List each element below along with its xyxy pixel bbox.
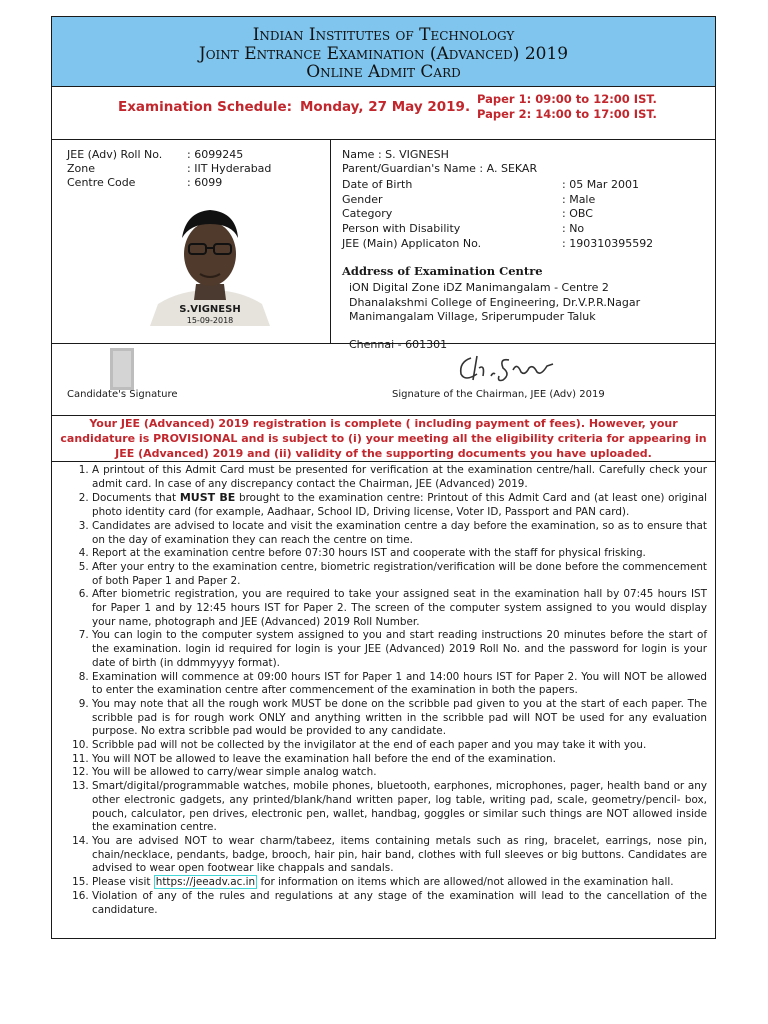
instruction-item: 5. After your entry to the examination centre, biometric registration/verification will be done before the commencement of both Paper 1 and Paper 2. xyxy=(92,561,707,588)
instruction-item xyxy=(92,876,707,890)
instruction-item: 8. Examination will commence at 09:00 hours IST for Paper 1 and 14:00 hours IST for Paper 2. You will NOT be allowed to enter the examination centre after commencement of the examination in both the papers. xyxy=(92,671,707,698)
zone-label: Zone xyxy=(67,162,96,175)
photo-date-caption: 15-09-2018 xyxy=(186,316,234,325)
instruction-text: Documents that xyxy=(92,492,177,505)
chairman-signature-image xyxy=(457,350,557,384)
admit-card xyxy=(51,16,716,939)
address-line-2: Dhanalakshmi College of Engineering, Dr.V.P.R.Nagar xyxy=(349,296,641,309)
centre-value: : 6099 xyxy=(187,176,223,189)
exam-title: Joint Entrance Examination (Advanced) 2019 xyxy=(198,43,569,64)
address-title: Address of Examination Centre xyxy=(342,264,543,278)
instruction-item: 16. Violation of any of the rules and regulations at any stage of the examination will lead to the cancellation of the candidature. xyxy=(92,890,707,917)
instruction-item: 14. You are advised NOT to wear charm/tabeez, items containing metals such as ring, bracelet, earrings, nose pin, chain/necklace, pendants, badge, brooch, hair pin, hair band, clothes with full sleeves or big buttons. Candidates are advised to wear open footwear like chappals and sandals. xyxy=(92,835,707,876)
instruction-item: 12. You will be allowed to carry/wear simple analog watch. xyxy=(92,766,707,780)
gender-label: Gender xyxy=(342,193,383,206)
roll-value: : 6099245 xyxy=(187,148,244,161)
instruction-item: 6. After biometric registration, you are required to take your assigned seat in the examination hall by 07:45 hours IST for Paper 1 and by 12:45 hours IST for Paper 2. The screen of the computer system assigned to you would display your name, photograph and JEE (Advanced) 2019 Roll Number. xyxy=(92,588,707,629)
schedule-label: Examination Schedule: xyxy=(118,99,293,115)
instruction-text: for information on items which are allowed/not allowed in the examination hall. xyxy=(260,876,674,889)
instruction-item: 7. You can login to the computer system assigned to you and start reading instructions 20 minutes before the start of the examination. login id required for login is your JEE (Advanced) 2019 Roll No. and the password for login is your date of birth (in ddmmyyyy format). xyxy=(92,629,707,670)
pwd-label: Person with Disability xyxy=(342,222,461,235)
instruction-item: 10. Scribble pad will not be collected by the invigilator at the end of each paper and you may take it with you. xyxy=(92,739,707,753)
roll-label: JEE (Adv) Roll No. xyxy=(67,148,163,161)
column-divider xyxy=(330,140,331,343)
chairman-signature-label: Signature of the Chairman, JEE (Adv) 2019 xyxy=(392,389,605,400)
instruction-emphasis: MUST BE xyxy=(179,491,236,505)
gender-value: : Male xyxy=(562,193,596,206)
jeeadv-website-link[interactable]: https://jeeadv.ac.in xyxy=(155,876,256,889)
paper2-time: Paper 2: 14:00 to 17:00 IST. xyxy=(477,107,657,121)
instruction-item xyxy=(92,491,707,519)
address-line-1: iON Digital Zone iDZ Manimangalam - Centre 2 xyxy=(349,281,609,294)
category-value: : OBC xyxy=(562,207,593,220)
instruction-item: 4. Report at the examination centre before 07:30 hours IST and cooperate with the staff for physical frisking. xyxy=(92,547,707,561)
guardian-name: Parent/Guardian's Name : A. SEKAR xyxy=(342,162,538,175)
centre-label: Centre Code xyxy=(67,176,136,189)
candidate-name: Name : S. VIGNESH xyxy=(342,148,449,161)
instruction-item: 1. A printout of this Admit Card must be presented for verification at the examination centre/hall. Carefully check your admit card. In case of any discrepancy contact the Chairman, JEE (Advanced) 2019. xyxy=(92,464,707,491)
dob-label: Date of Birth xyxy=(342,178,413,191)
candidate-signature-image xyxy=(110,348,134,390)
exam-date: Monday, 27 May 2019. xyxy=(300,99,471,115)
instruction-item: 3. Candidates are advised to locate and visit the examination centre a day before the examination, so as to ensure that on the day of examination they can reach the centre on time. xyxy=(92,520,707,547)
candidate-signature-label: Candidate's Signature xyxy=(67,389,178,400)
signature-section xyxy=(52,344,715,416)
dob-value: : 05 Mar 2001 xyxy=(562,178,639,191)
main-app-label: JEE (Main) Applicaton No. xyxy=(342,237,482,250)
address-line-3: Manimangalam Village, Sriperumpuder Taluk xyxy=(349,310,596,323)
zone-value: : IIT Hyderabad xyxy=(187,162,272,175)
paper1-time: Paper 1: 09:00 to 12:00 IST. xyxy=(477,92,657,106)
institute-title: Indian Institutes of Technology xyxy=(252,25,515,45)
instructions xyxy=(52,462,715,917)
instruction-item: 11. You will NOT be allowed to leave the examination hall before the end of the examination. xyxy=(92,753,707,767)
exam-schedule xyxy=(52,87,715,140)
instruction-item: 9. You may note that all the rough work MUST be done on the scribble pad given to you at the start of each paper. The scribble pad is for rough work ONLY and anything written in the scribble pad will NOT be used for any evaluation purpose. No extra scribble pad would be provided to any candidate. xyxy=(92,698,707,739)
candidate-info xyxy=(52,140,715,351)
provisional-notice xyxy=(52,416,715,462)
main-app-value: : 190310395592 xyxy=(562,237,654,250)
admit-card-header xyxy=(52,17,715,87)
instruction-text: Please visit xyxy=(92,876,151,889)
provisional-notice-text: Your JEE (Advanced) 2019 registration is complete ( including payment of fees). However, your candidature is PROVISIONAL and is subject to (i) your meeting all the eligibility criteria for appearing in JEE (Advanced) 2019 and (ii) validity of the supporting documents you have uploaded. xyxy=(60,417,707,460)
document-title: Online Admit Card xyxy=(306,62,461,82)
pwd-value: : No xyxy=(562,222,585,235)
instruction-item: 13. Smart/digital/programmable watches, mobile phones, bluetooth, earphones, microphones, pager, health band or any other electronic gadgets, any printed/blank/hand written paper, log table, writing pad, scale, geometry/pencil- box, pouch, calculator, pen drives, electronic pen, wallet, handbag, goggles or similar such things are NOT allowed inside the examination centre. xyxy=(92,780,707,835)
address-line-4: Chennai - 601301 xyxy=(349,338,448,351)
photo-name-caption: S.VIGNESH xyxy=(179,304,241,315)
instruction-text: brought to the examination centre: Printout of this Admit Card and (at least one) original photo identity card (for example, Aadhaar, School ID, Driving license, Voter ID, Passport and PAN card). xyxy=(92,492,707,519)
category-label: Category xyxy=(342,207,393,220)
instructions-list xyxy=(76,464,707,917)
